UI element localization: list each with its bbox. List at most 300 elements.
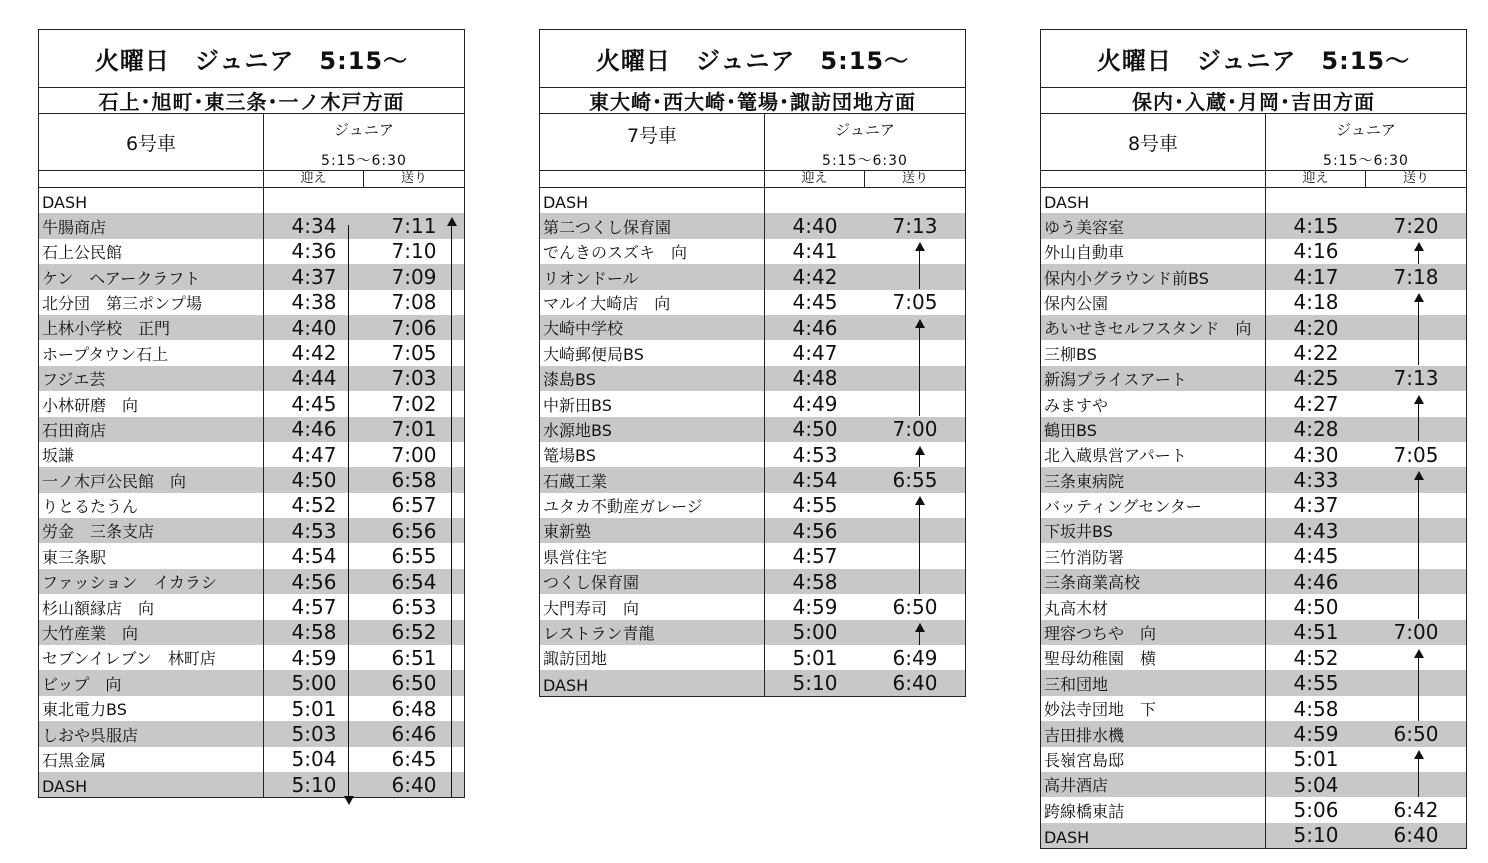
session-time-range: 5:15～6:30 — [822, 153, 908, 169]
table-row — [540, 594, 965, 619]
table-row — [1041, 823, 1466, 848]
arrow-up-icon — [919, 327, 920, 417]
pickup-time: 5:03 — [291, 721, 337, 746]
pickup-time: 4:48 — [792, 366, 838, 391]
pickup-time: 4:25 — [1293, 366, 1339, 391]
pickup-time: 4:46 — [291, 417, 337, 442]
dropoff-time — [364, 188, 464, 213]
dropoff-time: 7:01 — [391, 417, 437, 442]
dropoff-time: 7:00 — [1393, 620, 1439, 645]
pickup-time: 4:56 — [291, 569, 337, 594]
dropoff-header: 送り — [400, 171, 427, 186]
dropoff-time — [1366, 417, 1466, 442]
arrow-up-icon — [1418, 758, 1419, 797]
dropoff-time: 6:49 — [892, 645, 938, 670]
stop-name: しおや呉服店 — [39, 721, 264, 746]
session-label: ジュニア — [835, 121, 895, 139]
table-row — [1041, 290, 1466, 315]
pickup-time: 4:49 — [792, 391, 838, 416]
dropoff-time: 7:00 — [892, 417, 938, 442]
stop-name: 大崎郵便局BS — [540, 340, 765, 365]
session-label: ジュニア — [334, 121, 394, 139]
table-title: 火曜日 ジュニア 5:15～ — [540, 30, 965, 88]
pickup-time: 4:46 — [1293, 569, 1339, 594]
stop-name: りとるたうん — [39, 493, 264, 518]
pickup-time: 5:01 — [291, 696, 337, 721]
dropoff-time — [865, 391, 965, 416]
table-row — [1041, 518, 1466, 543]
pickup-time: 5:06 — [1293, 798, 1339, 823]
dropoff-time — [865, 188, 965, 213]
pickup-time: 4:36 — [291, 239, 337, 264]
dropoff-time: 7:18 — [1393, 264, 1439, 289]
stop-name: DASH — [39, 772, 264, 797]
table-row — [1041, 670, 1466, 695]
pickup-time: 5:04 — [1293, 772, 1339, 797]
stop-name: レストラン青龍 — [540, 620, 765, 645]
dropoff-time: 6:40 — [892, 671, 938, 696]
table-row — [39, 747, 464, 772]
stop-name: リオンドール — [540, 264, 765, 289]
pickup-time: 4:56 — [792, 518, 838, 543]
stop-name: 保内小グラウンド前BS — [1041, 264, 1266, 289]
pickup-time — [264, 188, 364, 213]
pickup-time: 4:53 — [792, 442, 838, 467]
column-header-blank — [540, 171, 765, 187]
pickup-time: 4:42 — [291, 341, 337, 366]
arrow-down-icon — [348, 225, 349, 797]
stop-name: 下坂井BS — [1041, 518, 1266, 543]
stop-name: 新潟プライスアート — [1041, 366, 1266, 391]
table-header — [540, 114, 965, 171]
table-row — [39, 417, 464, 442]
dropoff-time — [865, 518, 965, 543]
table-row — [540, 290, 965, 315]
dropoff-time — [865, 340, 965, 365]
pickup-time: 4:43 — [1293, 518, 1339, 543]
table-row — [1041, 417, 1466, 442]
table-row — [39, 620, 464, 645]
table-row — [1041, 239, 1466, 264]
pickup-time: 4:55 — [792, 493, 838, 518]
table-row — [1041, 315, 1466, 340]
stop-rows — [1041, 188, 1466, 848]
dropoff-time: 6:50 — [391, 671, 437, 696]
dropoff-time: 6:48 — [391, 696, 437, 721]
dropoff-time — [1366, 493, 1466, 518]
stop-name: DASH — [1041, 188, 1266, 213]
dropoff-time: 6:57 — [391, 493, 437, 518]
pickup-time: 4:53 — [291, 518, 337, 543]
stop-name: 鶴田BS — [1041, 417, 1266, 442]
table-row — [540, 569, 965, 594]
stop-name: ゆう美容室 — [1041, 213, 1266, 238]
car-number: 6号車 — [39, 114, 264, 170]
stop-name: 坂謙 — [39, 442, 264, 467]
dropoff-time: 7:20 — [1393, 214, 1439, 239]
pickup-time: 4:58 — [792, 569, 838, 594]
dropoff-time — [1366, 569, 1466, 594]
dropoff-time: 6:55 — [391, 544, 437, 569]
stop-name: 牛腸商店 — [39, 213, 264, 238]
pickup-time: 4:59 — [1293, 721, 1339, 746]
table-row — [1041, 391, 1466, 416]
table-row — [540, 239, 965, 264]
pickup-time: 4:40 — [792, 214, 838, 239]
arrow-up-icon — [919, 631, 920, 644]
pickup-time: 4:33 — [1293, 467, 1339, 492]
table-row — [1041, 721, 1466, 746]
dropoff-time — [1366, 772, 1466, 797]
dropoff-time: 6:40 — [1393, 823, 1439, 848]
pickup-time: 5:01 — [792, 645, 838, 670]
table-row — [540, 417, 965, 442]
table-row — [540, 391, 965, 416]
dropoff-time: 7:05 — [1393, 442, 1439, 467]
pickup-time — [765, 188, 865, 213]
pickup-time: 4:52 — [1293, 645, 1339, 670]
pickup-time — [1266, 188, 1366, 213]
table-row — [540, 315, 965, 340]
table-row — [39, 645, 464, 670]
arrow-up-icon — [919, 454, 920, 467]
pickup-time: 4:47 — [792, 341, 838, 366]
pickup-time: 4:22 — [1293, 341, 1339, 366]
pickup-time: 5:10 — [792, 671, 838, 696]
stop-rows — [39, 188, 464, 797]
pickup-time: 4:47 — [291, 442, 337, 467]
table-row — [1041, 467, 1466, 492]
table-title: 火曜日 ジュニア 5:15～ — [39, 30, 464, 88]
table-row — [540, 543, 965, 568]
pickup-time: 4:50 — [792, 417, 838, 442]
table-row — [39, 543, 464, 568]
column-header-row — [1041, 171, 1466, 188]
dropoff-time: 6:50 — [1393, 721, 1439, 746]
pickup-header: 迎え — [765, 171, 865, 187]
dropoff-time: 7:10 — [391, 239, 437, 264]
stop-name: 三条商業高校 — [1041, 569, 1266, 594]
table-row — [1041, 594, 1466, 619]
table-row — [1041, 340, 1466, 365]
stop-name: 聖母幼稚園 横 — [1041, 645, 1266, 670]
stop-name: 三和団地 — [1041, 670, 1266, 695]
stop-name: ケン ヘアークラフト — [39, 264, 264, 289]
table-row — [1041, 264, 1466, 289]
stop-name: 東北電力BS — [39, 696, 264, 721]
pickup-time: 5:10 — [1293, 823, 1339, 848]
dropoff-time: 6:45 — [391, 747, 437, 772]
stop-name: 三柳BS — [1041, 340, 1266, 365]
dropoff-time: 6:51 — [391, 645, 437, 670]
session-info — [765, 114, 965, 170]
schedule-table-car-6 — [38, 29, 465, 798]
pickup-time: 4:58 — [1293, 696, 1339, 721]
stop-name: 理容つちや 向 — [1041, 620, 1266, 645]
table-row — [39, 442, 464, 467]
table-row — [540, 442, 965, 467]
stop-name: DASH — [1041, 823, 1266, 848]
dropoff-time — [1366, 594, 1466, 619]
dropoff-time: 7:13 — [1393, 366, 1439, 391]
session-info — [264, 114, 464, 170]
pickup-time: 5:04 — [291, 747, 337, 772]
stop-name: 長嶺宮島邸 — [1041, 747, 1266, 772]
stop-name: DASH — [540, 188, 765, 213]
pickup-time: 4:59 — [792, 594, 838, 619]
pickup-time: 4:45 — [291, 391, 337, 416]
table-row — [39, 670, 464, 695]
table-row — [1041, 366, 1466, 391]
table-row — [540, 620, 965, 645]
pickup-time: 4:58 — [291, 620, 337, 645]
table-row — [39, 264, 464, 289]
table-row — [540, 467, 965, 492]
table-row — [1041, 772, 1466, 797]
pickup-time: 4:41 — [792, 239, 838, 264]
table-row — [540, 366, 965, 391]
session-info — [1266, 114, 1466, 170]
dropoff-time: 7:05 — [391, 341, 437, 366]
table-header — [39, 114, 464, 171]
table-row — [39, 213, 464, 238]
arrow-up-icon — [1418, 657, 1419, 721]
table-row — [540, 518, 965, 543]
table-row — [540, 340, 965, 365]
dropoff-header: 送り — [1402, 171, 1429, 186]
stop-name: ファッション イカラシ — [39, 569, 264, 594]
pickup-time: 5:01 — [1293, 747, 1339, 772]
pickup-time: 4:42 — [792, 264, 838, 289]
pickup-time: 4:37 — [1293, 493, 1339, 518]
dropoff-time — [1366, 340, 1466, 365]
car-number: 7号車 — [540, 114, 765, 170]
pickup-time: 4:50 — [291, 467, 337, 492]
dropoff-time — [1366, 543, 1466, 568]
table-header — [1041, 114, 1466, 171]
table-row — [39, 188, 464, 213]
pickup-time: 4:57 — [792, 544, 838, 569]
dropoff-time: 6:56 — [391, 518, 437, 543]
table-row — [540, 188, 965, 213]
dropoff-time: 7:03 — [391, 366, 437, 391]
stop-name: 諏訪団地 — [540, 645, 765, 670]
table-row — [39, 290, 464, 315]
dropoff-time: 7:05 — [892, 290, 938, 315]
table-row — [1041, 543, 1466, 568]
column-header-blank — [1041, 171, 1266, 187]
route-name: 石上･旭町･東三条･一ノ木戸方面 — [39, 88, 464, 114]
table-row — [39, 391, 464, 416]
pickup-time: 5:00 — [792, 620, 838, 645]
dropoff-time: 7:11 — [391, 214, 437, 239]
column-header-blank — [39, 171, 264, 187]
table-row — [1041, 747, 1466, 772]
stop-name: 一ノ木戸公民館 向 — [39, 467, 264, 492]
pickup-time: 5:00 — [291, 671, 337, 696]
dropoff-time: 6:52 — [391, 620, 437, 645]
table-row — [39, 772, 464, 797]
session-label: ジュニア — [1336, 121, 1396, 139]
route-name: 保内･入蔵･月岡･吉田方面 — [1041, 88, 1466, 114]
stop-name: 石上公民館 — [39, 239, 264, 264]
stop-name: 吉田排水機 — [1041, 721, 1266, 746]
car-number: 8号車 — [1041, 114, 1266, 170]
dropoff-time: 6:53 — [391, 594, 437, 619]
table-row — [1041, 696, 1466, 721]
stop-name: DASH — [39, 188, 264, 213]
arrow-up-icon — [919, 250, 920, 289]
table-row — [39, 366, 464, 391]
dropoff-time: 6:40 — [391, 772, 437, 797]
dropoff-time: 7:09 — [391, 264, 437, 289]
stop-name: 跨線橋東詰 — [1041, 797, 1266, 822]
pickup-time: 4:52 — [291, 493, 337, 518]
stop-name: 高井酒店 — [1041, 772, 1266, 797]
pickup-time: 4:40 — [291, 315, 337, 340]
table-row — [1041, 569, 1466, 594]
stop-name: 大崎中学校 — [540, 315, 765, 340]
stop-name: 北分団 第三ポンプ場 — [39, 290, 264, 315]
pickup-time: 4:59 — [291, 645, 337, 670]
table-row — [39, 467, 464, 492]
arrow-up-icon — [451, 225, 452, 797]
stop-name: 保内公園 — [1041, 290, 1266, 315]
stop-name: 中新田BS — [540, 391, 765, 416]
table-row — [1041, 797, 1466, 822]
pickup-time: 4:16 — [1293, 239, 1339, 264]
stop-name: 大竹産業 向 — [39, 620, 264, 645]
stop-name: 東三条駅 — [39, 543, 264, 568]
arrow-up-icon — [1418, 301, 1419, 365]
stop-name: 第二つくし保育園 — [540, 213, 765, 238]
session-time-range: 5:15～6:30 — [1323, 153, 1409, 169]
table-row — [39, 340, 464, 365]
pickup-time: 4:20 — [1293, 315, 1339, 340]
schedule-table-car-8 — [1040, 29, 1467, 849]
dropoff-time: 7:06 — [391, 315, 437, 340]
table-row — [39, 493, 464, 518]
dropoff-time: 7:02 — [391, 391, 437, 416]
table-title: 火曜日 ジュニア 5:15～ — [1041, 30, 1466, 88]
dropoff-time — [865, 543, 965, 568]
dropoff-time: 6:54 — [391, 569, 437, 594]
route-name: 東大崎･西大崎･篭場･諏訪団地方面 — [540, 88, 965, 114]
pickup-time: 4:28 — [1293, 417, 1339, 442]
pickup-header: 迎え — [264, 171, 364, 187]
stop-name: 労金 三条支店 — [39, 518, 264, 543]
dropoff-time — [865, 366, 965, 391]
column-header-row — [39, 171, 464, 188]
dropoff-time: 6:58 — [391, 467, 437, 492]
dropoff-time — [1366, 518, 1466, 543]
table-row — [540, 670, 965, 695]
stop-name: でんきのスズキ 向 — [540, 239, 765, 264]
stop-name: フジエ芸 — [39, 366, 264, 391]
pickup-time: 4:27 — [1293, 391, 1339, 416]
pickup-time: 4:55 — [1293, 671, 1339, 696]
pickup-time: 4:57 — [291, 594, 337, 619]
pickup-time: 4:50 — [1293, 594, 1339, 619]
pickup-time: 4:15 — [1293, 214, 1339, 239]
schedule-table-car-7 — [539, 29, 966, 697]
stop-name: 三条東病院 — [1041, 467, 1266, 492]
pickup-time: 4:38 — [291, 290, 337, 315]
pickup-time: 4:44 — [291, 366, 337, 391]
stop-name: マルイ大崎店 向 — [540, 290, 765, 315]
stop-name: 水源地BS — [540, 417, 765, 442]
pickup-time: 4:30 — [1293, 442, 1339, 467]
stop-name: 杉山額縁店 向 — [39, 594, 264, 619]
table-row — [1041, 493, 1466, 518]
session-time-range: 5:15～6:30 — [321, 153, 407, 169]
table-row — [540, 493, 965, 518]
stop-name: 県営住宅 — [540, 543, 765, 568]
stop-name: 石蔵工業 — [540, 467, 765, 492]
dropoff-time: 7:13 — [892, 214, 938, 239]
pickup-time: 4:37 — [291, 264, 337, 289]
stop-rows — [540, 188, 965, 696]
pickup-time: 4:46 — [792, 315, 838, 340]
pickup-header: 迎え — [1266, 171, 1366, 187]
dropoff-time: 6:55 — [892, 467, 938, 492]
stop-name: 小林研磨 向 — [39, 391, 264, 416]
arrow-up-icon — [1418, 479, 1419, 619]
dropoff-time: 6:42 — [1393, 798, 1439, 823]
dropoff-time — [1366, 315, 1466, 340]
table-row — [1041, 620, 1466, 645]
stop-name: DASH — [540, 670, 765, 695]
dropoff-time — [865, 264, 965, 289]
dropoff-time — [1366, 188, 1466, 213]
table-row — [39, 696, 464, 721]
dropoff-time — [1366, 696, 1466, 721]
arrow-up-icon — [1418, 250, 1419, 263]
stop-name: 漆島BS — [540, 366, 765, 391]
stop-name: セブンイレブン 林町店 — [39, 645, 264, 670]
pickup-time: 4:18 — [1293, 290, 1339, 315]
dropoff-time — [865, 569, 965, 594]
stop-name: あいせきセルフスタンド 向 — [1041, 315, 1266, 340]
pickup-time: 4:54 — [291, 544, 337, 569]
stop-name: 三竹消防署 — [1041, 543, 1266, 568]
dropoff-time: 7:00 — [391, 442, 437, 467]
pickup-time: 4:34 — [291, 214, 337, 239]
stop-name: 石黒金属 — [39, 747, 264, 772]
stop-name: 大門寿司 向 — [540, 594, 765, 619]
pickup-time: 4:45 — [792, 290, 838, 315]
column-header-row — [540, 171, 965, 188]
table-row — [39, 315, 464, 340]
dropoff-time: 7:08 — [391, 290, 437, 315]
stop-name: 石田商店 — [39, 417, 264, 442]
table-row — [540, 264, 965, 289]
table-row — [1041, 645, 1466, 670]
stop-name: 篭場BS — [540, 442, 765, 467]
arrow-up-icon — [1418, 403, 1419, 442]
arrow-up-icon — [919, 504, 920, 594]
table-row — [39, 239, 464, 264]
stop-name: みますや — [1041, 391, 1266, 416]
stop-name: つくし保育園 — [540, 569, 765, 594]
dropoff-time: 6:46 — [391, 721, 437, 746]
table-row — [1041, 442, 1466, 467]
stop-name: 妙法寺団地 下 — [1041, 696, 1266, 721]
table-row — [540, 213, 965, 238]
table-row — [1041, 188, 1466, 213]
table-row — [39, 518, 464, 543]
pickup-time: 4:54 — [792, 467, 838, 492]
